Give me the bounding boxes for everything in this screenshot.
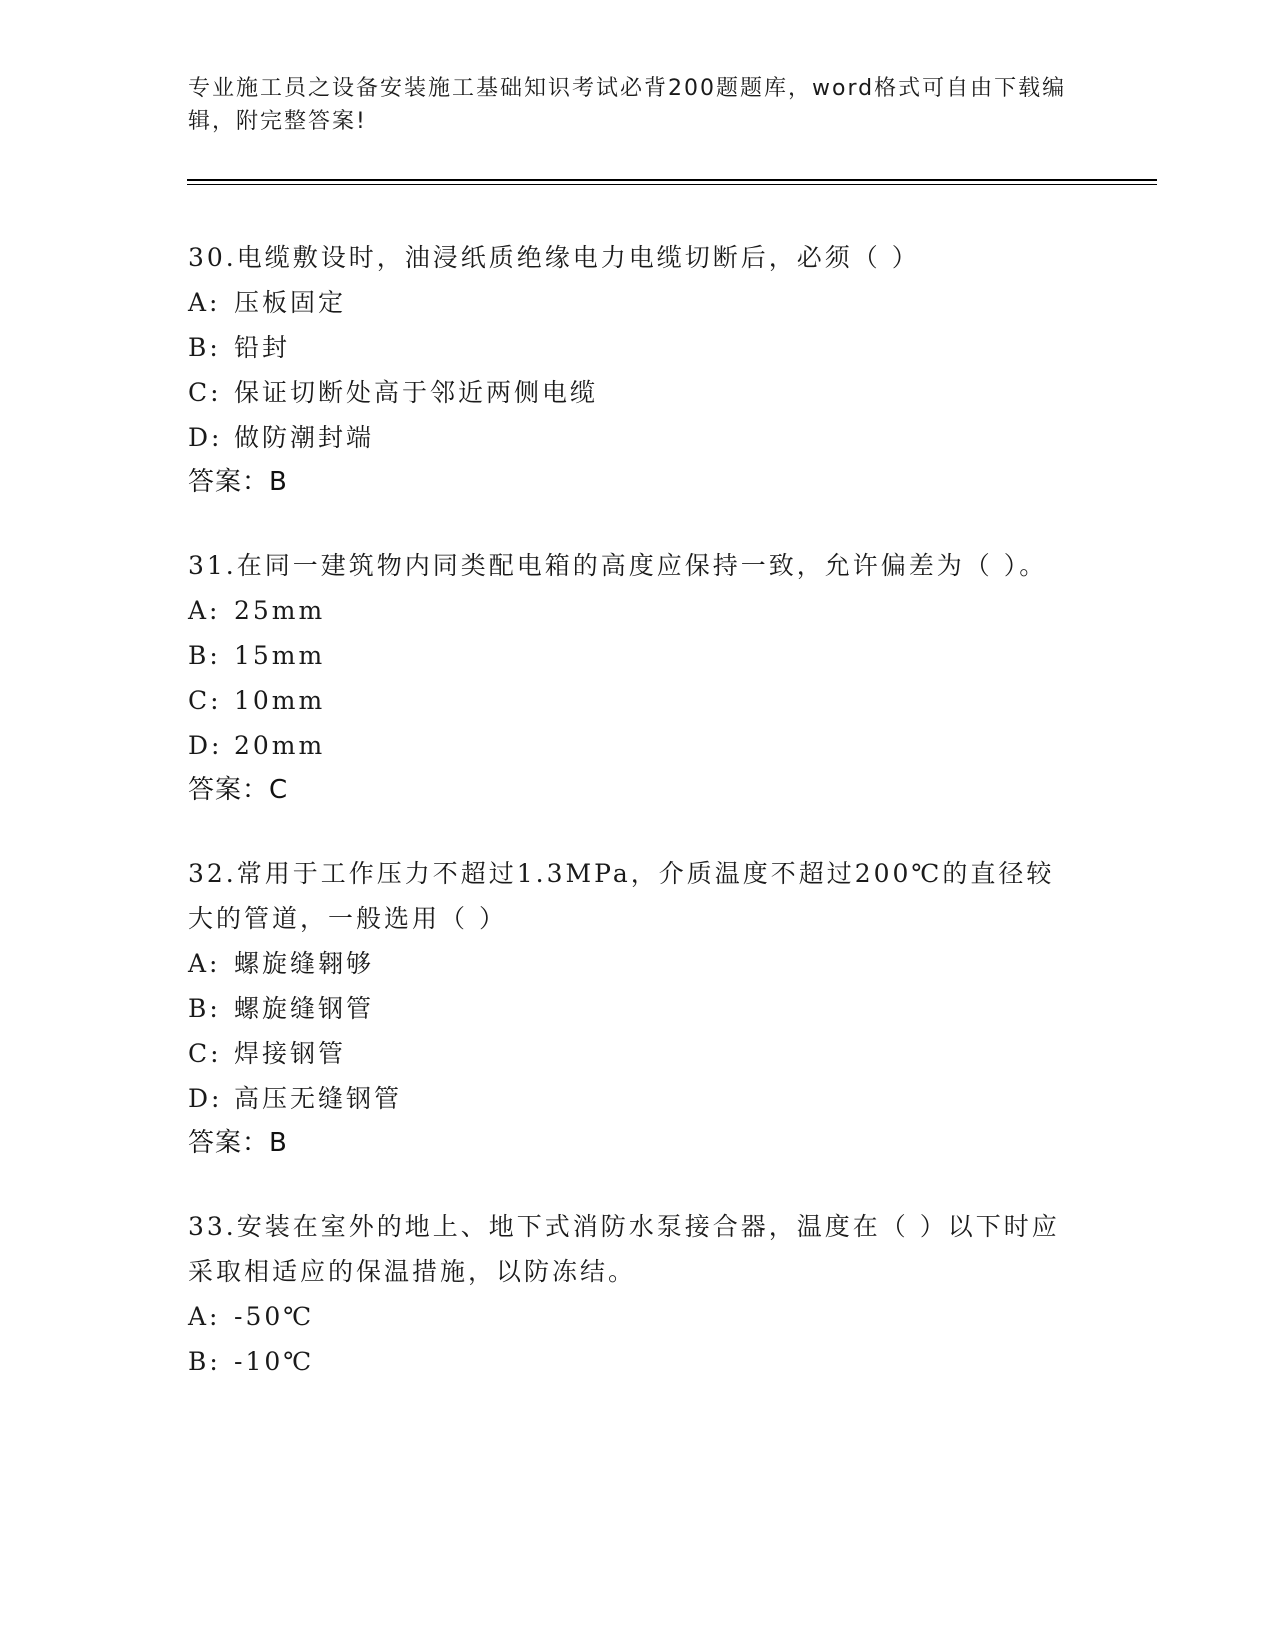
question-stem: 30.电缆敷设时，油浸纸质绝缘电力电缆切断后，必须（ ） [188,243,920,272]
question-stem: 31.在同一建筑物内同类配电箱的高度应保持一致，允许偏差为（ ）。 [188,551,1048,580]
option-a [188,588,1078,633]
option-text: 螺旋缝翱够 [234,949,375,978]
option-key: C: [188,378,222,407]
option-text: 20mm [234,731,326,760]
option-b [188,1339,1078,1384]
option-a [188,1294,1078,1339]
option-text: 压板固定 [234,288,347,317]
header-divider-thick [187,179,1157,181]
option-text: 铅封 [234,333,291,362]
option-d [188,415,1078,460]
option-key: B: [188,333,221,362]
option-text: -10℃ [234,1347,315,1376]
question-32 [188,851,1078,1166]
option-text: 螺旋缝钢管 [234,994,375,1023]
option-text: 焊接钢管 [234,1039,347,1068]
question-31 [188,543,1078,813]
option-b [188,633,1078,678]
option-text: 高压无缝钢管 [234,1084,403,1113]
option-b [188,986,1078,1031]
option-text: 25mm [234,596,326,625]
option-key: D: [188,423,223,452]
option-key: D: [188,1084,223,1113]
answer-line: 答案：B [188,1128,288,1158]
option-a [188,280,1078,325]
option-c [188,1031,1078,1076]
option-key: A: [188,288,221,317]
option-d [188,1076,1078,1121]
option-d [188,723,1078,768]
option-key: B: [188,994,221,1023]
option-text: 15mm [234,641,326,670]
answer-line: 答案：B [188,467,288,497]
answer-line: 答案：C [188,775,289,805]
option-b [188,325,1078,370]
option-key: D: [188,731,223,760]
option-key: A: [188,596,221,625]
question-30 [188,235,1078,505]
question-stem: 32.常用于工作压力不超过1.3MPa，介质温度不超过200℃的直径较大的管道，一般选用（ ） [188,859,1055,933]
option-key: A: [188,1302,221,1331]
option-key: A: [188,949,221,978]
question-stem: 33.安装在室外的地上、地下式消防水泵接合器，温度在（ ）以下时应采取相适应的保温措施，以防冻结。 [188,1212,1060,1286]
option-text: 做防潮封端 [234,423,375,452]
question-33 [188,1204,1078,1384]
option-a [188,941,1078,986]
option-text: 保证切断处高于邻近两侧电缆 [234,378,599,407]
option-text: 10mm [234,686,326,715]
document-header: 专业施工员之设备安装施工基础知识考试必背200题题库，word格式可自由下载编辑，附完整答案! [188,76,1067,134]
option-key: C: [188,1039,222,1068]
option-c [188,678,1078,723]
option-key: B: [188,641,221,670]
header-divider-thin [187,184,1157,185]
question-list [188,235,1078,1422]
option-key: B: [188,1347,221,1376]
option-text: -50℃ [234,1302,315,1331]
option-key: C: [188,686,222,715]
option-c [188,370,1078,415]
